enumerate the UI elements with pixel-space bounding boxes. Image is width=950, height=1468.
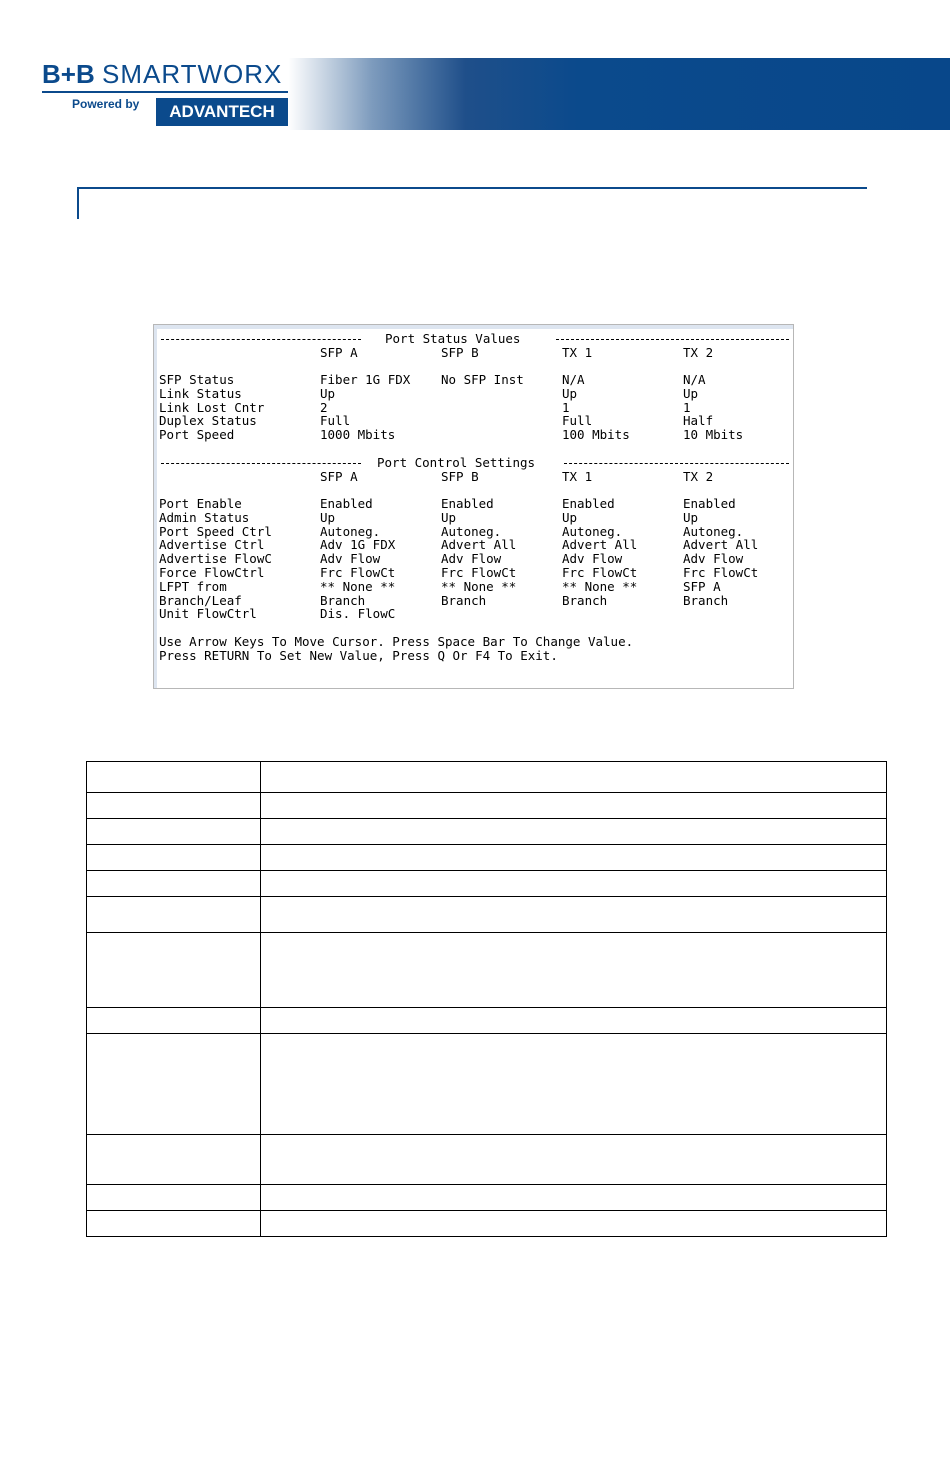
- row-value: Enabled: [683, 496, 736, 511]
- row-value: Frc FlowCt: [320, 565, 396, 580]
- row-value: 1: [562, 399, 570, 415]
- row-label: Branch/Leaf: [159, 592, 242, 608]
- table-cell-parameter: [87, 1008, 261, 1034]
- table-cell-parameter: [87, 1034, 261, 1135]
- row-value: Branch: [683, 592, 729, 608]
- row-value: N/A: [562, 372, 585, 387]
- table-cell-description: [261, 1034, 887, 1135]
- terminal-screenshot: [153, 324, 794, 689]
- logo-smartworx-text: SMARTWORX: [101, 59, 283, 89]
- table-cell-description: [261, 1135, 887, 1185]
- table-cell-description: [261, 1008, 887, 1034]
- table-row: [87, 897, 887, 933]
- row-value: Dis. FlowC: [320, 606, 396, 622]
- row-value: ** None **: [562, 578, 638, 594]
- table-row: [87, 762, 887, 793]
- row-value: Half: [683, 413, 714, 429]
- row-value: Up: [441, 509, 457, 525]
- row-value: Enabled: [441, 496, 494, 511]
- table-cell-parameter: [87, 897, 261, 933]
- row-value: 100 Mbits: [562, 427, 630, 443]
- row-value: Autoneg.: [683, 523, 744, 539]
- row-value: ** None **: [320, 578, 396, 594]
- row-value: Adv Flow: [441, 551, 502, 567]
- row-label: Advertise FlowC: [159, 551, 272, 567]
- table-row: [87, 1034, 887, 1135]
- col-header-sfp-b: SFP B: [441, 469, 479, 484]
- row-label: Port Speed Ctrl: [159, 523, 272, 539]
- row-value: Adv Flow: [320, 551, 381, 567]
- section-heading-rule: [77, 187, 867, 189]
- col-header-sfp-a: SFP A: [320, 469, 358, 484]
- row-value: 1: [683, 399, 691, 415]
- dashed-rule: [161, 339, 361, 341]
- table-cell-parameter: [87, 933, 261, 1008]
- row-value: Frc FlowCt: [683, 565, 759, 580]
- logo-divider: [42, 91, 288, 93]
- row-value: Fiber 1G FDX: [320, 372, 411, 387]
- table-row: [87, 1185, 887, 1211]
- row-label: Duplex Status: [159, 413, 257, 429]
- table-cell-description: [261, 845, 887, 871]
- row-value: Enabled: [562, 496, 615, 511]
- row-label: Port Speed: [159, 427, 235, 443]
- table-cell-parameter: [87, 1211, 261, 1237]
- row-value: 1000 Mbits: [320, 427, 396, 443]
- row-label: SFP Status: [159, 372, 235, 387]
- row-value: Autoneg.: [562, 523, 623, 539]
- table-cell-description: [261, 1211, 887, 1237]
- table-cell-description: [261, 762, 887, 793]
- row-value: ** None **: [441, 578, 517, 594]
- row-value: Advert All: [562, 537, 638, 553]
- advantech-logo: ADVANTECH: [156, 98, 288, 126]
- row-value: Branch: [320, 592, 366, 608]
- help-line-2: Press RETURN To Set New Value, Press Q Or F4 To Exit.: [159, 648, 558, 663]
- row-value: Up: [683, 385, 699, 401]
- row-value: Frc FlowCt: [441, 565, 517, 580]
- row-value: Full: [562, 413, 593, 429]
- table-cell-description: [261, 897, 887, 933]
- row-label: Admin Status: [159, 509, 250, 525]
- table-cell-description: [261, 871, 887, 897]
- parameter-table: [86, 761, 887, 1237]
- row-value: Up: [683, 509, 699, 525]
- row-value: Autoneg.: [320, 523, 381, 539]
- powered-by-text: Powered by: [72, 97, 140, 111]
- table-cell-parameter: [87, 762, 261, 793]
- row-value: Enabled: [320, 496, 373, 511]
- row-value: Full: [320, 413, 351, 429]
- col-header-tx-2: TX 2: [683, 345, 714, 360]
- table-cell-description: [261, 933, 887, 1008]
- table-cell-description: [261, 793, 887, 819]
- row-value: Up: [562, 385, 578, 401]
- dashed-rule: [556, 339, 789, 341]
- table-row: [87, 1008, 887, 1034]
- table-row: [87, 933, 887, 1008]
- row-label: Link Lost Cntr: [159, 399, 265, 415]
- table-row: [87, 819, 887, 845]
- row-label: Link Status: [159, 385, 242, 401]
- table-cell-description: [261, 1185, 887, 1211]
- table-cell-parameter: [87, 845, 261, 871]
- row-label: Unit FlowCtrl: [159, 606, 257, 622]
- row-label: Advertise Ctrl: [159, 537, 265, 553]
- table-row: [87, 845, 887, 871]
- row-value: Advert All: [441, 537, 517, 553]
- bb-smartworx-logo: [42, 60, 282, 88]
- table-cell-parameter: [87, 793, 261, 819]
- table-row: [87, 1211, 887, 1237]
- row-value: Advert All: [683, 537, 759, 553]
- table-cell-description: [261, 819, 887, 845]
- logo-bb-text: B+B: [42, 59, 95, 89]
- table-cell-parameter: [87, 871, 261, 897]
- port-control-title: Port Control Settings: [377, 455, 536, 470]
- table-cell-parameter: [87, 1135, 261, 1185]
- table-cell-parameter: [87, 1185, 261, 1211]
- port-status-title: Port Status Values: [385, 331, 521, 346]
- row-label: LFPT from: [159, 578, 227, 594]
- row-value: Adv 1G FDX: [320, 537, 396, 553]
- row-value: 10 Mbits: [683, 427, 744, 443]
- row-value: Autoneg.: [441, 523, 502, 539]
- row-value: N/A: [683, 372, 706, 387]
- row-value: Up: [320, 385, 336, 401]
- row-value: Up: [320, 509, 336, 525]
- col-header-tx-1: TX 1: [562, 469, 593, 484]
- row-value: Up: [562, 509, 578, 525]
- row-label: Port Enable: [159, 496, 242, 511]
- dashed-rule: [161, 463, 361, 465]
- dashed-rule: [564, 463, 789, 465]
- table-row: [87, 871, 887, 897]
- row-label: Force FlowCtrl: [159, 565, 265, 580]
- section-heading-rule-left: [77, 187, 79, 219]
- row-value: Branch: [441, 592, 487, 608]
- row-value: 2: [320, 399, 328, 415]
- row-value: Branch: [562, 592, 608, 608]
- table-cell-parameter: [87, 819, 261, 845]
- col-header-sfp-a: SFP A: [320, 345, 358, 360]
- col-header-sfp-b: SFP B: [441, 345, 479, 360]
- col-header-tx-1: TX 1: [562, 345, 593, 360]
- row-value: No SFP Inst: [441, 372, 524, 387]
- help-line-1: Use Arrow Keys To Move Cursor. Press Space Bar To Change Value.: [159, 634, 634, 649]
- row-value: Adv Flow: [562, 551, 623, 567]
- col-header-tx-2: TX 2: [683, 469, 714, 484]
- row-value: SFP A: [683, 578, 721, 594]
- table-row: [87, 793, 887, 819]
- row-value: Adv Flow: [683, 551, 744, 567]
- row-value: Frc FlowCt: [562, 565, 638, 580]
- table-row: [87, 1135, 887, 1185]
